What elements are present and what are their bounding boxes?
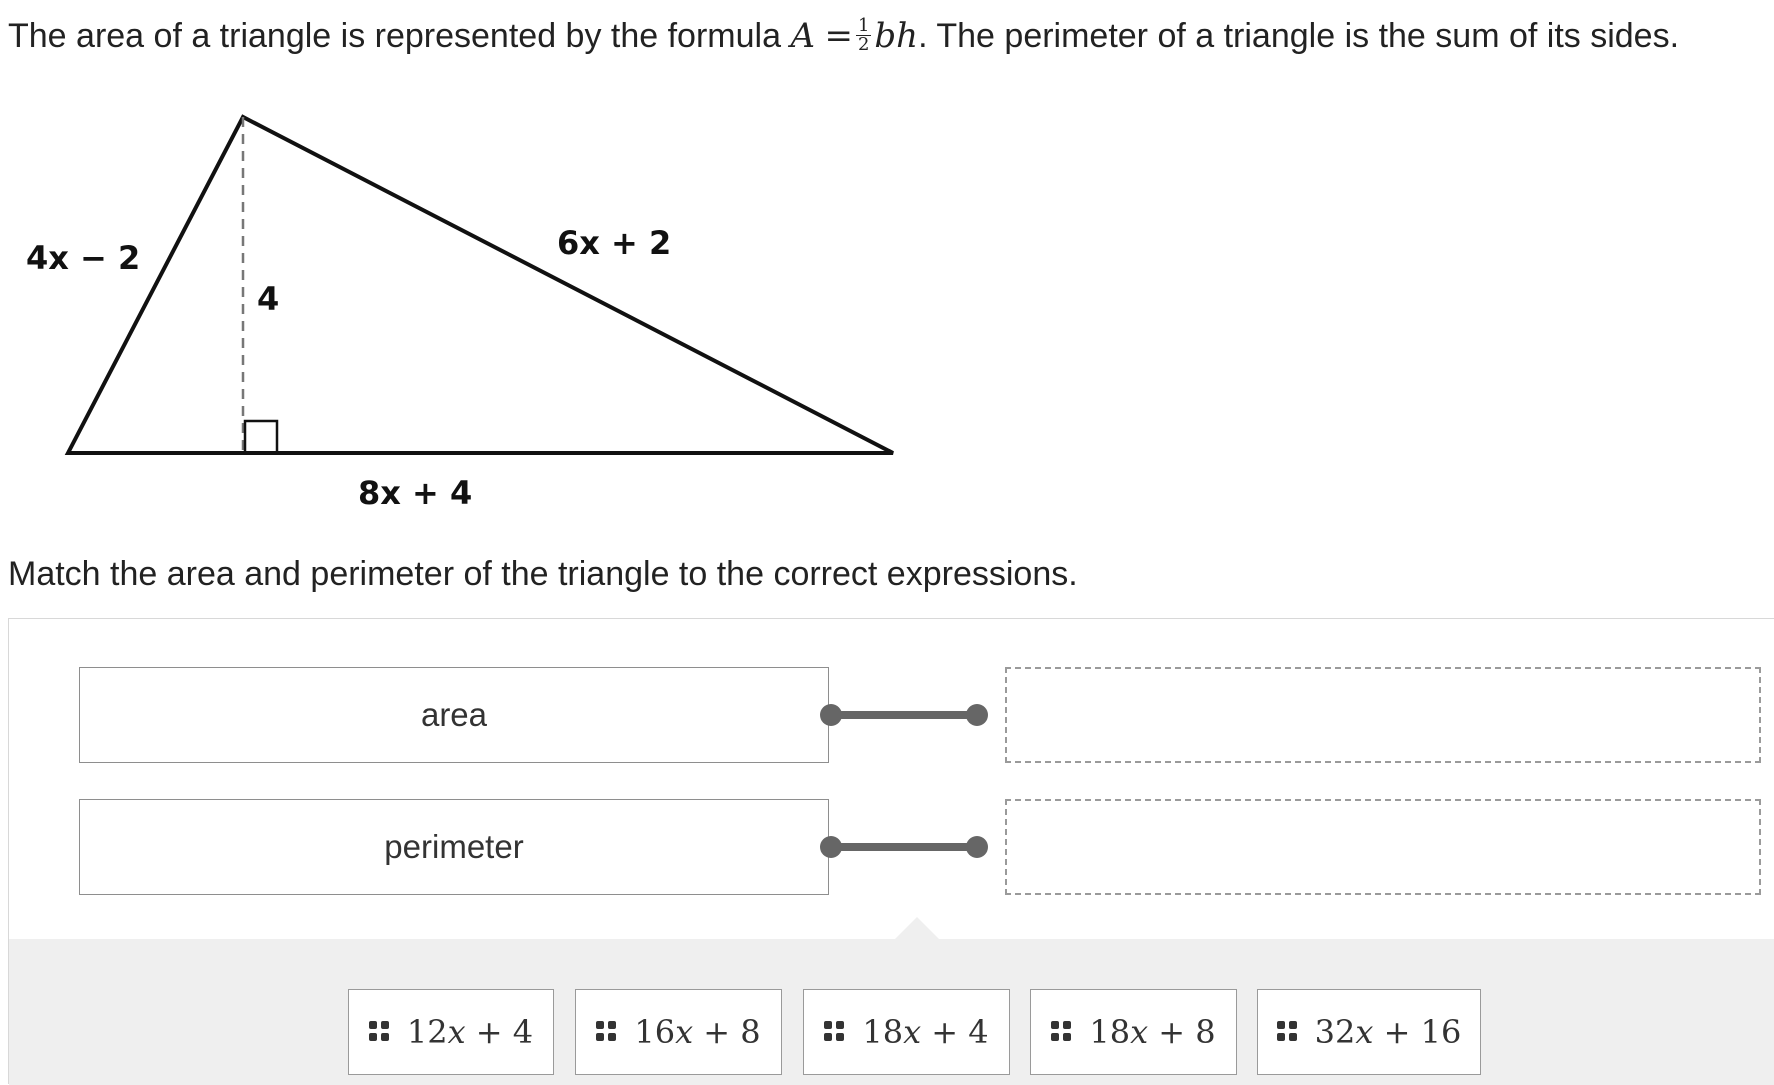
height-label: 4 [257,280,280,318]
intro-text [8,14,1679,58]
base-label: 8x + 4 [358,474,473,512]
drag-handle-icon[interactable] [1051,1021,1073,1043]
connector-line-icon [819,835,989,859]
option-32x-plus-16[interactable] [1257,989,1481,1075]
fraction-numerator: 1 [857,14,870,36]
left-side-label: 4x − 2 [26,239,141,277]
drag-handle-icon[interactable] [1277,1021,1299,1043]
matching-panel [8,618,1774,1084]
option-expression: 12x + 4 [406,1013,534,1051]
drag-handle-icon[interactable] [596,1021,618,1043]
term-perimeter: perimeter [79,799,829,895]
option-16x-plus-8[interactable] [575,989,782,1075]
connector-line-icon [819,703,989,727]
match-row-area [79,667,1769,763]
instruction-text: Match the area and perimeter of the triangle to the correct expressions. [8,555,1078,593]
option-12x-plus-4[interactable] [348,989,554,1075]
drop-zone-perimeter[interactable] [1005,799,1761,895]
option-expression: 16x + 8 [634,1013,761,1051]
option-18x-plus-8[interactable] [1030,989,1237,1075]
drag-handle-icon[interactable] [824,1021,846,1043]
option-expression: 18x + 4 [862,1013,989,1051]
formula-equals: = [824,16,853,56]
intro-after: . The perimeter of a triangle is the sum of its sides. [918,17,1680,55]
options-tray [9,939,1774,1085]
option-expression: 18x + 8 [1089,1013,1216,1051]
triangle-outline [68,117,893,453]
fraction-denominator: 2 [857,33,870,55]
drop-zone-area[interactable] [1005,667,1761,763]
formula-bh: bh [874,16,919,56]
formula-area-symbol: A [790,16,816,56]
formula-fraction [856,14,871,55]
right-angle-marker [245,421,277,453]
triangle-figure [0,100,900,520]
drag-handle-icon[interactable] [369,1021,391,1043]
match-row-perimeter [79,799,1769,895]
option-expression: 32x + 16 [1314,1013,1462,1051]
option-18x-plus-4[interactable] [803,989,1010,1075]
term-area: area [79,667,829,763]
right-side-label: 6x + 2 [557,224,672,262]
intro-before: The area of a triangle is represented by the formula [8,17,781,55]
tray-notch [895,917,939,939]
